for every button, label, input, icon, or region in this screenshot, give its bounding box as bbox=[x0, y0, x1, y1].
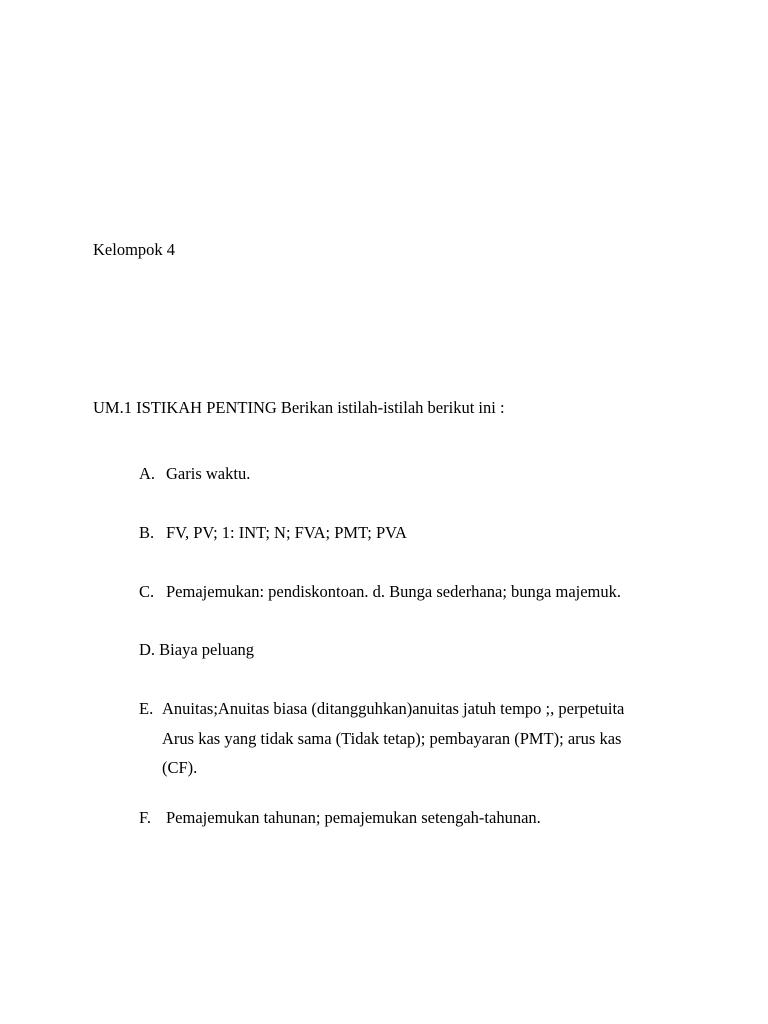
item-text: Garis waktu. bbox=[166, 464, 251, 483]
item-text: FV, PV; 1: INT; N; FVA; PMT; PVA bbox=[166, 523, 407, 542]
list-item-c bbox=[139, 582, 621, 602]
item-letter: B. bbox=[139, 523, 155, 542]
list-item-e-continuation: (CF). bbox=[162, 758, 198, 777]
question-title: UM.1 ISTIKAH PENTING Berikan istilah-istilah berikut ini : bbox=[93, 398, 505, 417]
list-item-d bbox=[139, 640, 254, 660]
item-letter: E. bbox=[139, 699, 154, 718]
item-letter: F. bbox=[139, 808, 151, 827]
list-item-b bbox=[139, 523, 407, 543]
list-item-a bbox=[139, 464, 250, 484]
item-letter: D. bbox=[139, 640, 156, 659]
group-label: Kelompok 4 bbox=[93, 240, 176, 259]
list-item-e-continuation: Arus kas yang tidak sama (Tidak tetap); pembayaran (PMT); arus kas bbox=[162, 729, 622, 748]
item-letter: C. bbox=[139, 582, 155, 601]
item-letter: A. bbox=[139, 464, 156, 483]
item-text: Biaya peluang bbox=[159, 640, 255, 659]
item-text: Pemajemukan: pendiskontoan. d. Bunga sederhana; bunga majemuk. bbox=[166, 582, 622, 601]
item-text: Pemajemukan tahunan; pemajemukan setengah-tahunan. bbox=[166, 808, 541, 827]
item-text: Anuitas;Anuitas biasa (ditangguhkan)anuitas jatuh tempo ;, perpetuita bbox=[162, 699, 625, 718]
list-item-e bbox=[139, 699, 624, 719]
list-item-f bbox=[139, 808, 541, 828]
